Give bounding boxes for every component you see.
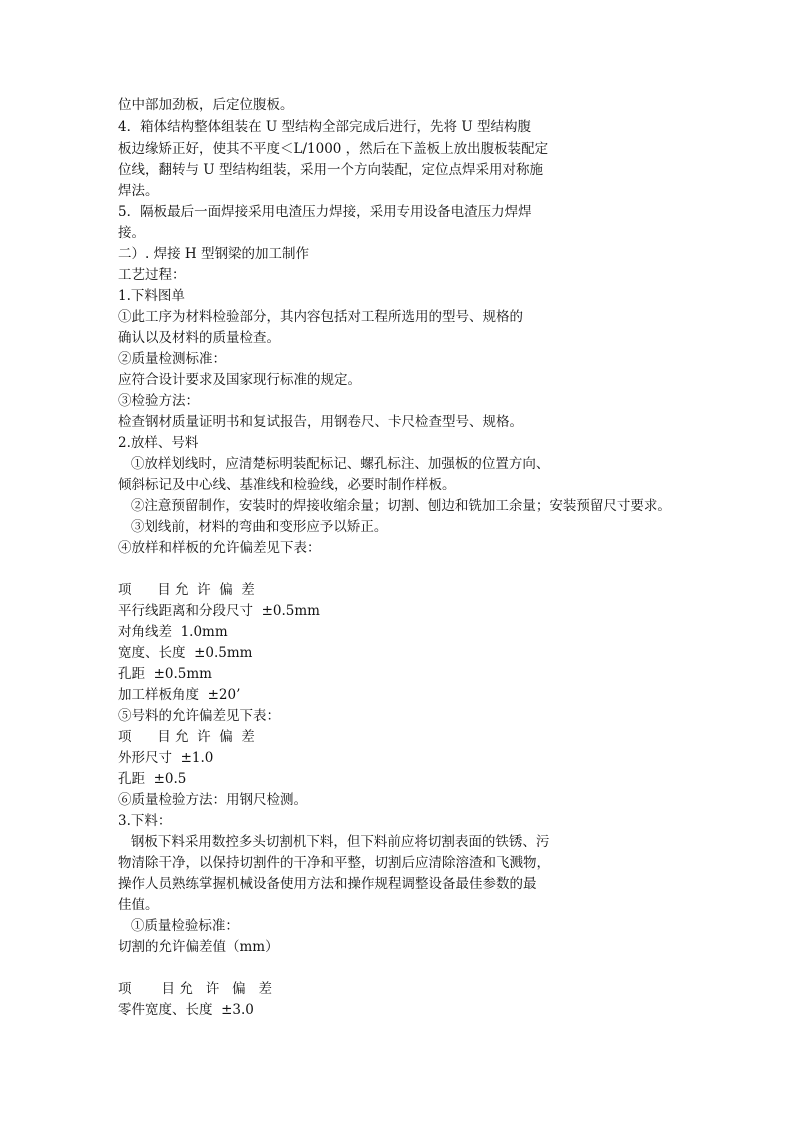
text-line: ③检验方法： (118, 393, 199, 409)
text-line: 确认以及材料的质量检查。 (118, 330, 280, 346)
table-header: 项 目 允 许 偏 差 (118, 582, 255, 598)
text-line: ⑤号料的允许偏差见下表： (118, 708, 280, 724)
table-row: 孔距 ±0.5 (118, 771, 187, 787)
table-header: 项 目 允 许 偏 差 (118, 981, 272, 997)
table-header: 项 目 允 许 偏 差 (118, 729, 255, 745)
section-heading: 二）. 焊接 H 型钢梁的加工制作 (118, 246, 309, 262)
text-line: 佳值。 (118, 897, 159, 913)
text-line: 板边缘矫正好，使其不平度＜L/1000 ，然后在下盖板上放出腹板装配定 (118, 141, 549, 157)
text-line: 位线，翻转与 U 型结构组装，采用一个方向装配，定位点焊采用对称施 (118, 162, 543, 178)
text-line: 接。 (118, 225, 145, 241)
text-line: ⑥质量检验方法：用钢尺检测。 (118, 792, 307, 808)
text-line: 位中部加劲板，后定位腹板。 (118, 97, 294, 113)
table-row: 宽度、长度 ±0.5mm (118, 645, 253, 661)
text-line: 5．隔板最后一面焊接采用电渣压力焊接，采用专用设备电渣压力焊焊 (118, 204, 532, 220)
text-line: ②注意预留制作，安装时的焊接收缩余量；切割、刨边和铣加工余量；安装预留尺寸要求。 (118, 498, 671, 514)
text-line: 1.下料图单 (118, 288, 185, 304)
text-line: 应符合设计要求及国家现行标准的规定。 (118, 372, 361, 388)
text-line: 3.下料： (118, 813, 172, 829)
text-line: ①质量检验标准： (118, 918, 239, 934)
text-line: 钢板下料采用数控多头切割机下料，但下料前应将切割表面的铁锈、污 (118, 834, 550, 850)
text-line: 检查钢材质量证明书和复试报告，用钢卷尺、卡尺检查型号、规格。 (118, 414, 523, 430)
text-line: 物清除干净，以保持切割件的干净和平整，切割后应清除溶渣和飞溅物， (118, 855, 550, 871)
text-line: 切割的允许偏差值（mm） (118, 939, 279, 955)
text-line: 工艺过程： (118, 267, 186, 283)
text-line: ①此工序为材料检验部分，其内容包括对工程所选用的型号、规格的 (118, 309, 523, 325)
table-row: 对角线差 1.0mm (118, 624, 228, 640)
text-line: 倾斜标记及中心线、基准线和检验线，必要时制作样板。 (118, 477, 456, 493)
table-row: 加工样板角度 ±20’ (118, 687, 241, 703)
text-line: ①放样划线时，应清楚标明装配标记、螺孔标注、加强板的位置方向、 (118, 456, 550, 472)
text-line: 4．箱体结构整体组装在 U 型结构全部完成后进行，先将 U 型结构腹 (118, 119, 532, 135)
table-row: 孔距 ±0.5mm (118, 666, 212, 682)
table-row: 外形尺寸 ±1.0 (118, 750, 214, 766)
text-line: 焊法。 (118, 183, 159, 199)
text-line: 操作人员熟练掌握机械设备使用方法和操作规程调整设备最佳参数的最 (118, 876, 537, 892)
table-row: 零件宽度、长度 ±3.0 (118, 1002, 254, 1018)
text-line: ④放样和样板的允许偏差见下表： (118, 540, 321, 556)
text-line: ②质量检测标准： (118, 351, 226, 367)
text-line: 2.放样、号料 (118, 435, 199, 451)
text-line: ③划线前，材料的弯曲和变形应予以矫正。 (118, 519, 388, 535)
table-row: 平行线距离和分段尺寸 ±0.5mm (118, 603, 320, 619)
